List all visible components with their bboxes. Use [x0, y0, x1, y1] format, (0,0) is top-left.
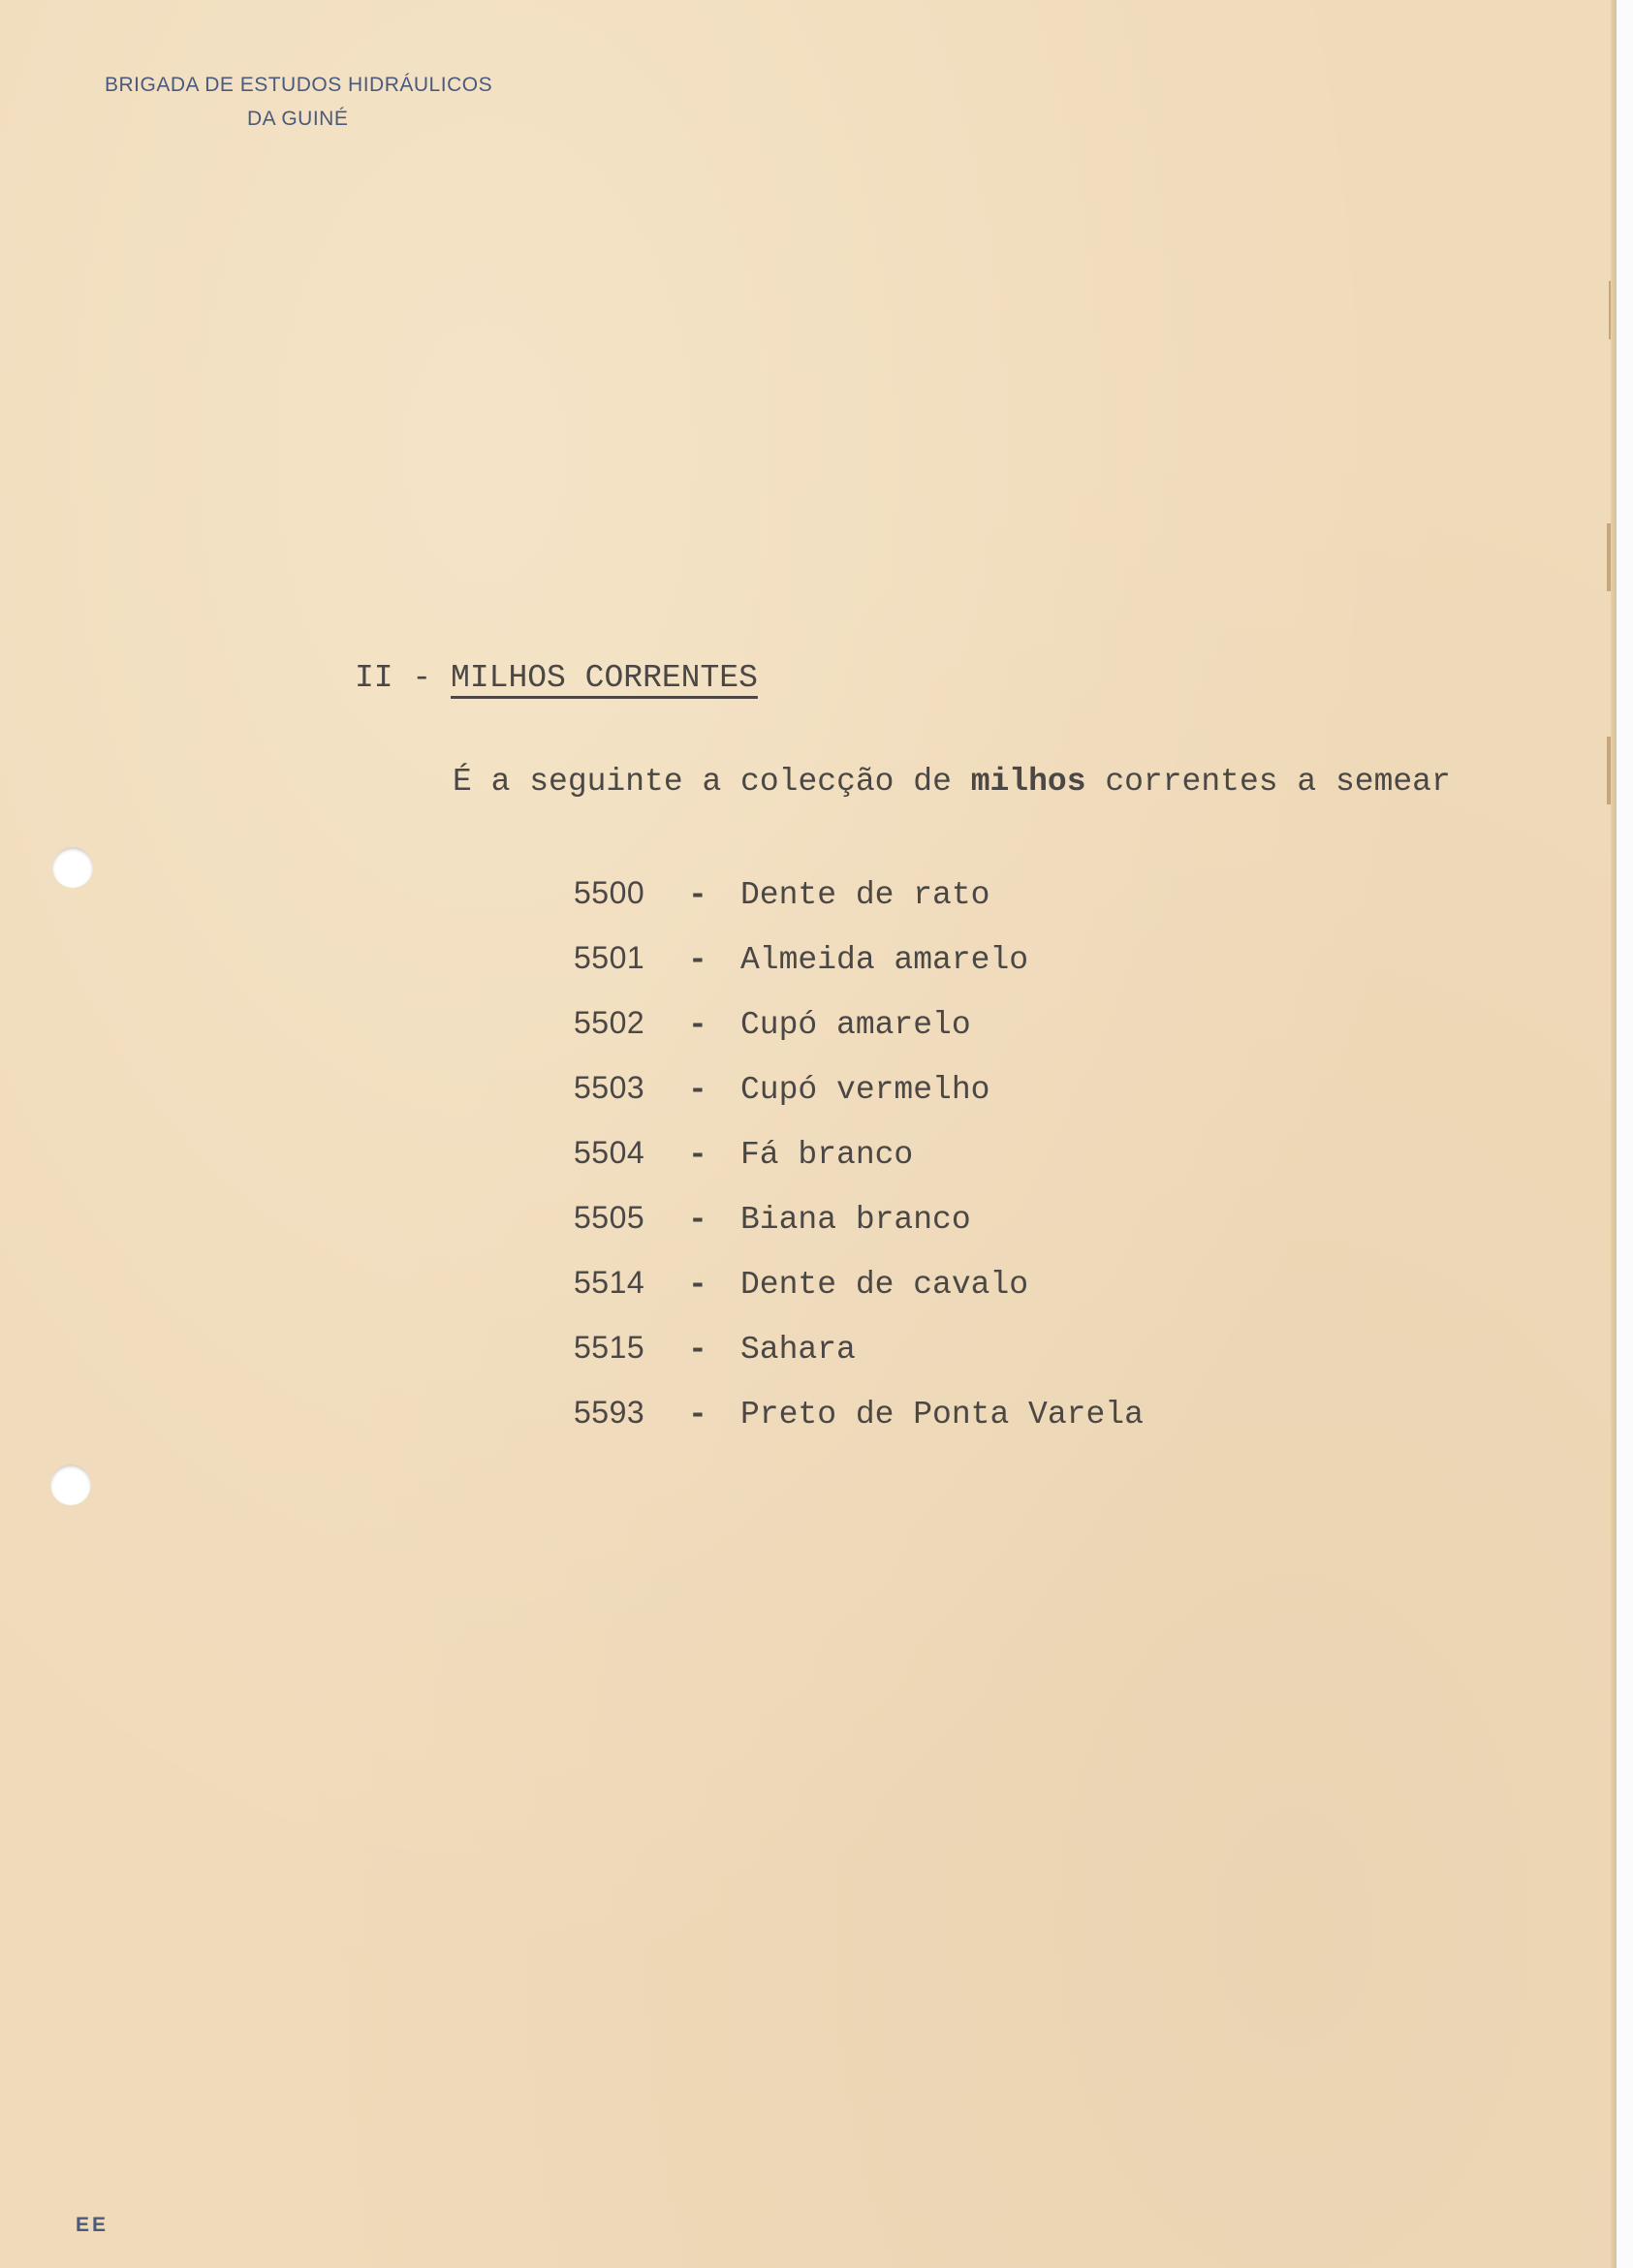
variety-name: Almeida amarelo: [740, 942, 1029, 978]
footer-mark: EE: [76, 2214, 110, 2236]
variety-code: 5501: [574, 940, 645, 975]
separator-dash: -: [688, 877, 707, 913]
variety-code: 5515: [574, 1330, 645, 1365]
variety-name: Biana branco: [740, 1202, 971, 1238]
separator-dash: -: [688, 1397, 707, 1433]
letterhead-line-2: DA GUINÉ: [247, 108, 349, 130]
list-item: [574, 940, 1144, 1005]
variety-code: 5502: [574, 1005, 645, 1040]
section-number: II -: [355, 660, 452, 696]
variety-name: Dente de cavalo: [740, 1267, 1029, 1303]
list-item: [574, 1135, 1144, 1200]
section-title: MILHOS CORRENTES: [451, 660, 758, 696]
variety-code: 5514: [574, 1265, 645, 1300]
separator-dash: -: [688, 1332, 707, 1368]
variety-name: Cupó amarelo: [740, 1007, 971, 1043]
list-item: [574, 1265, 1144, 1330]
list-item: [574, 1070, 1144, 1135]
list-item: [574, 1200, 1144, 1265]
intro-text-after: correntes a semear: [1085, 764, 1451, 800]
list-item: [574, 875, 1144, 940]
letterhead-line-1: BRIGADA DE ESTUDOS HIDRÁULICOS: [105, 74, 493, 96]
variety-code: 5504: [574, 1135, 645, 1170]
variety-code: 5593: [574, 1395, 645, 1430]
punch-hole-top: [52, 847, 93, 888]
variety-code: 5503: [574, 1070, 645, 1105]
separator-dash: -: [688, 1137, 707, 1173]
variety-name: Preto de Ponta Varela: [740, 1397, 1144, 1433]
separator-dash: -: [688, 1072, 707, 1108]
separator-dash: -: [688, 1202, 707, 1238]
variety-code: 5505: [574, 1200, 645, 1235]
list-item: [574, 1005, 1144, 1070]
variety-name: Sahara: [740, 1332, 856, 1368]
separator-dash: -: [688, 942, 707, 978]
punch-hole-bottom: [50, 1465, 91, 1505]
intro-paragraph: [453, 764, 1451, 800]
separator-dash: -: [688, 1007, 707, 1043]
letterhead: [105, 68, 492, 136]
variety-name: Cupó vermelho: [740, 1072, 990, 1108]
section-heading: [355, 660, 758, 696]
list-item: [574, 1330, 1144, 1395]
variety-code: 5500: [574, 875, 645, 910]
scan-margin: [1617, 0, 1633, 2268]
separator-dash: -: [688, 1267, 707, 1303]
variety-name: Dente de rato: [740, 877, 990, 913]
list-item: [574, 1395, 1144, 1460]
intro-text-emphasis: milhos: [970, 764, 1086, 800]
maize-variety-list: [574, 875, 1144, 1460]
variety-name: Fá branco: [740, 1137, 914, 1173]
intro-text-before: É a seguinte a colecção de: [453, 764, 971, 800]
